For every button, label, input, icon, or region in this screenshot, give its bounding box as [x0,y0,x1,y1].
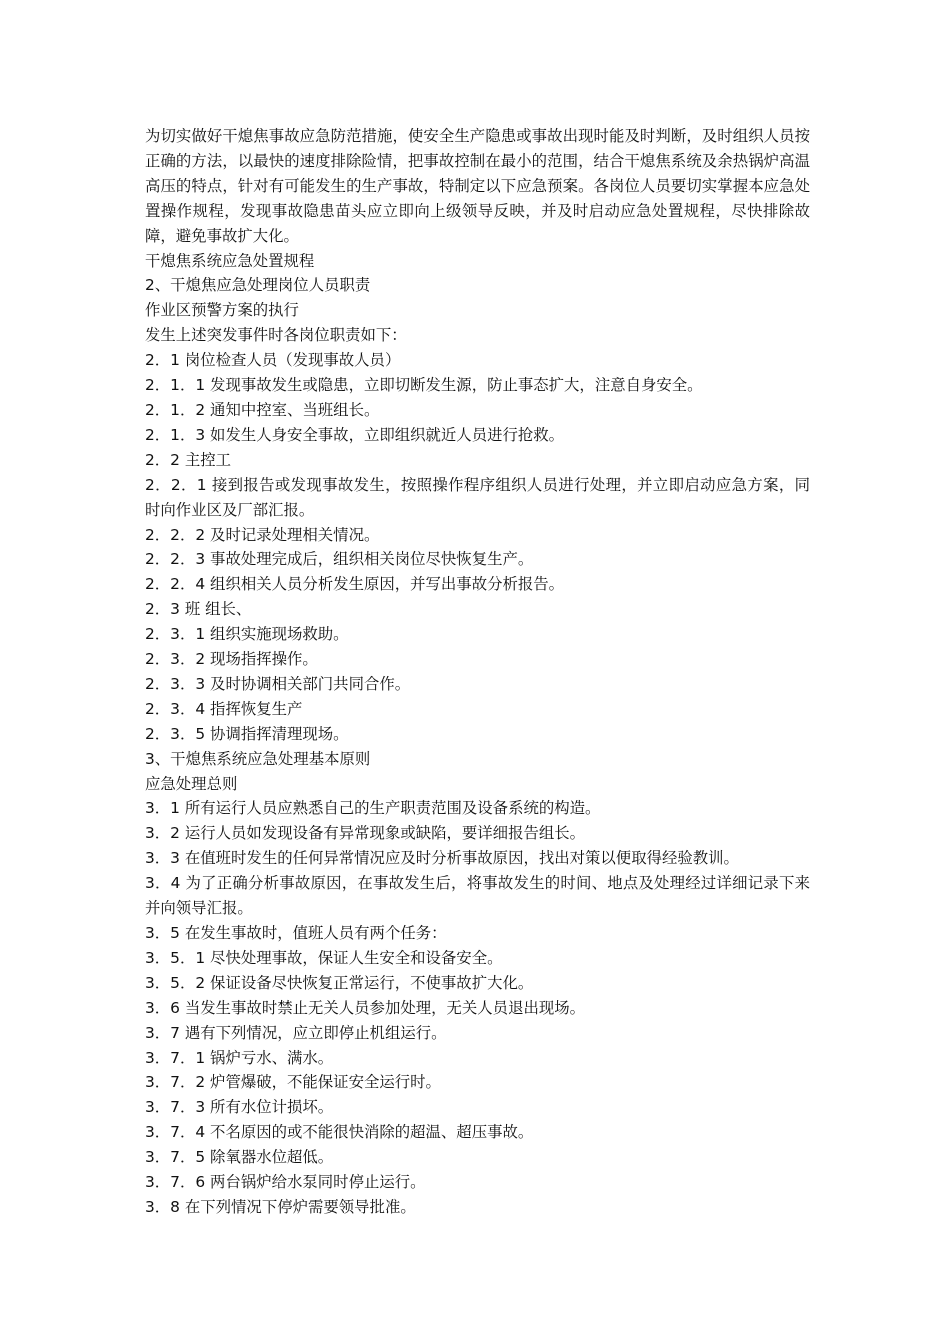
clause-item: 2．1．3 如发生人身安全事故，立即组织就近人员进行抢救。 [145,425,565,444]
clause-item: 2．3．3 及时协调相关部门共同合作。 [145,674,411,693]
clause-item: 3．4 为了正确分析事故原因，在事故发生后，将事故发生的时间、地点及处理经过详细记录下来并向领导汇报。 [145,874,810,918]
clause-item: 3．7．2 炉管爆破，不能保证安全运行时。 [145,1073,441,1092]
clause-item: 3．7．1 锅炉亏水、满水。 [145,1048,334,1067]
clause-item: 2．3．2 现场指挥操作。 [145,650,318,669]
clause-item: 3．7．5 除氧器水位超低。 [145,1148,334,1167]
clause-item: 3．7．4 不名原因的或不能很快消除的超温、超压事故。 [145,1123,534,1142]
section-heading: 3、干熄焦系统应急处理基本原则 [145,749,371,768]
clause-item: 3．8 在下列情况下停炉需要领导批准。 [145,1197,416,1216]
clause-item: 2．2．2 及时记录处理相关情况。 [145,525,380,544]
clause-item: 3．5．1 尽快处理事故，保证人生安全和设备安全。 [145,948,503,967]
clause-heading: 2．2 主控工 [145,450,232,469]
clause-item: 3．2 运行人员如发现设备有异常现象或缺陷，要详细报告组长。 [145,824,586,843]
clause-item: 2．1．1 发现事故发生或隐患，立即切断发生源，防止事态扩大，注意自身安全。 [145,376,703,395]
clause-item: 3．5 在发生事故时，值班人员有两个任务： [145,924,447,942]
clause-item: 3．5．2 保证设备尽快恢复正常运行，不使事故扩大化。 [145,973,534,992]
clause-item: 2．3．1 组织实施现场救助。 [145,625,349,644]
subsection-heading: 应急处理总则 [145,774,238,793]
section-title: 干熄焦系统应急处置规程 [145,251,315,270]
subsection-heading: 作业区预警方案的执行 [145,301,299,320]
clause-item: 3．6 当发生事故时禁止无关人员参加处理，无关人员退出现场。 [145,998,586,1017]
intro-paragraph: 为切实做好干熄焦事故应急防范措施，使安全生产隐患或事故出现时能及时判断，及时组织人员按正确的方法，以最快的速度排除险情，把事故控制在最小的范围，结合干熄焦系统及余热锅炉高温高压的特点，针对有可能发生的生产事故，特制定以下应急预案。各岗位人员要切实掌握本应急处置操作规程，发现事故隐患苗头应立即向上级领导反映，并及时启动应急处置规程，尽快排除故障，避免事故扩大化。 [145,127,810,245]
clause-heading: 2．3 班 组长、 [145,600,252,619]
clause-item: 2．1．2 通知中控室、当班组长。 [145,400,380,419]
clause-item: 2．3．5 协调指挥清理现场。 [145,724,349,743]
clause-item: 3．3 在值班时发生的任何异常情况应及时分析事故原因，找出对策以便取得经验教训。 [145,849,739,868]
document-body [145,124,810,1220]
clause-item: 2．2．3 事故处理完成后，组织相关岗位尽快恢复生产。 [145,550,534,569]
clause-item: 3．7 遇有下列情况，应立即停止机组运行。 [145,1023,447,1042]
clause-item: 3．7．3 所有水位计损坏。 [145,1098,334,1117]
text-line: 发生上述突发事件时各岗位职责如下： [145,326,407,345]
clause-item: 2．2．1 接到报告或发现事故发生，按照操作程序组织人员进行处理，并立即启动应急方案，同时向作业区及厂部汇报。 [145,475,810,519]
clause-heading: 2．1 岗位检查人员（发现事故人员） [145,351,401,370]
clause-item: 3．1 所有运行人员应熟悉自己的生产职责范围及设备系统的构造。 [145,799,601,818]
clause-item: 3．7．6 两台锅炉给水泵同时停止运行。 [145,1173,426,1192]
clause-item: 2．2．4 组织相关人员分析发生原因，并写出事故分析报告。 [145,575,565,594]
clause-item: 2．3．4 指挥恢复生产 [145,699,303,718]
section-heading: 2、干熄焦应急处理岗位人员职责 [145,276,371,295]
